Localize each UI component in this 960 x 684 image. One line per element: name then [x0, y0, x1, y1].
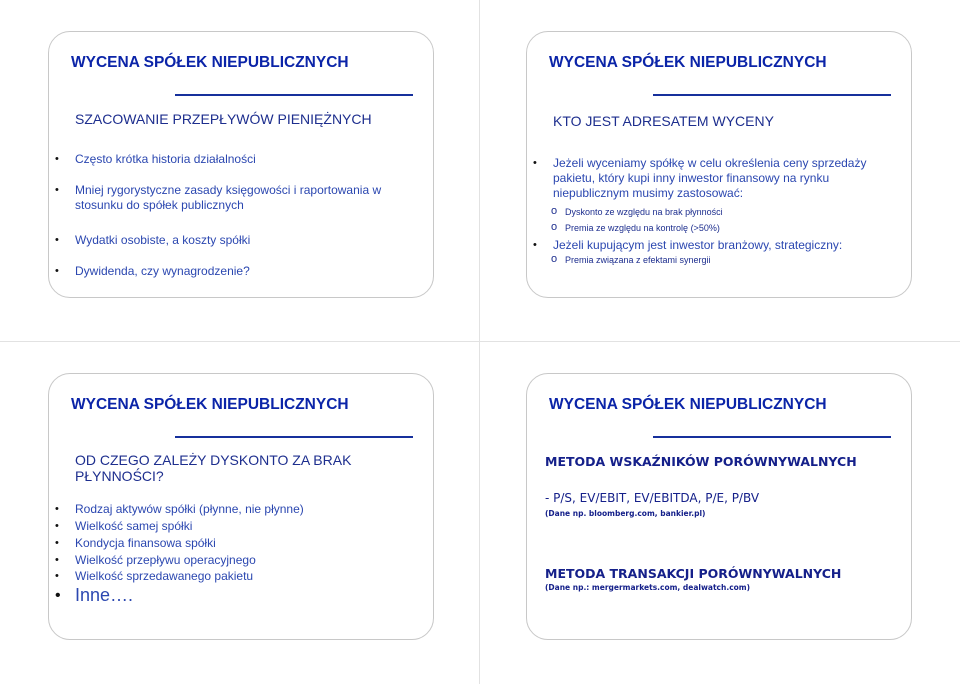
slide-3 — [48, 373, 434, 640]
bullet-item: • Wielkość sprzedawanego pakietu — [55, 569, 254, 583]
slide-1 — [48, 31, 434, 298]
sub-bullet-item: o Premia ze względu na kontrolę (>50%) — [551, 221, 720, 233]
bullet-icon: • — [533, 157, 537, 169]
bullet-item: • Wielkość przepływu operacyjnego — [55, 553, 256, 567]
section-heading: METODA TRANSAKCJI PORÓWNYWALNYCH — [545, 566, 842, 581]
bullet-icon: • — [55, 554, 59, 566]
slide-title: WYCENA SPÓŁEK NIEPUBLICZNYCH — [549, 396, 827, 413]
bullet-item: • Mniej rygorystyczne zasady księgowości i raportowania w stosunku do spółek publicznych — [55, 183, 382, 212]
sub-bullet-icon: o — [551, 253, 558, 265]
bullet-icon: • — [55, 520, 59, 532]
multiples-list: - P/S, EV/EBIT, EV/EBITDA, P/E, P/BV — [545, 491, 760, 505]
data-source-note: (Dane np. bloomberg.com, bankier.pl) — [545, 509, 706, 518]
sub-bullet-item: o Premia związana z efektami synergii — [551, 253, 711, 265]
title-rule — [175, 436, 413, 438]
bullet-item: • Jeżeli wyceniamy spółkę w celu określenia ceny sprzedaży pakietu, który kupi inny inwestor finansowy na rynku niepublicznym musimy zastosować: — [533, 156, 867, 200]
title-rule — [653, 94, 891, 96]
bullet-item: • Kondycja finansowa spółki — [55, 536, 216, 550]
bullet-item-large: • Inne…. — [55, 585, 134, 605]
page-divider-horizontal — [0, 341, 960, 342]
bullet-icon: • — [55, 234, 59, 246]
bullet-item: • Wydatki osobiste, a koszty spółki — [55, 233, 251, 247]
slide-title: WYCENA SPÓŁEK NIEPUBLICZNYCH — [549, 54, 827, 71]
title-rule — [653, 436, 891, 438]
bullet-icon: • — [55, 184, 59, 196]
bullet-icon: • — [55, 153, 59, 165]
title-rule — [175, 94, 413, 96]
sub-bullet-icon: o — [551, 221, 558, 233]
slide-title: WYCENA SPÓŁEK NIEPUBLICZNYCH — [71, 396, 349, 413]
sub-bullet-item: o Dyskonto ze względu na brak płynności — [551, 205, 723, 217]
bullet-icon: • — [55, 265, 59, 277]
slide-title: WYCENA SPÓŁEK NIEPUBLICZNYCH — [71, 54, 349, 71]
page-divider-vertical — [479, 0, 480, 684]
section-heading: METODA WSKAŹNIKÓW PORÓWNYWALNYCH — [545, 454, 857, 469]
sub-bullet-icon: o — [551, 205, 558, 217]
data-source-note: (Dane np.: mergermarkets.com, dealwatch.com) — [545, 583, 751, 592]
slide-2 — [526, 31, 912, 298]
bullet-item: • Często krótka historia działalności — [55, 152, 256, 166]
bullet-icon: • — [55, 537, 59, 549]
slide-subtitle: KTO JEST ADRESATEM WYCENY — [553, 113, 774, 129]
bullet-item: • Jeżeli kupującym jest inwestor branżowy, strategiczny: — [533, 238, 843, 252]
slide-4 — [526, 373, 912, 640]
bullet-icon: • — [55, 503, 59, 515]
bullet-item: • Dywidenda, czy wynagrodzenie? — [55, 264, 250, 278]
bullet-icon: • — [55, 587, 61, 604]
slide-subtitle: SZACOWANIE PRZEPŁYWÓW PIENIĘŻNYCH — [75, 111, 372, 127]
bullet-item: • Rodzaj aktywów spółki (płynne, nie płynne) — [55, 502, 304, 516]
bullet-icon: • — [533, 239, 537, 251]
bullet-item: • Wielkość samej spółki — [55, 519, 193, 533]
slide-subtitle: OD CZEGO ZALEŻY DYSKONTO ZA BRAK PŁYNNOŚCI? — [75, 452, 352, 484]
bullet-icon: • — [55, 570, 59, 582]
